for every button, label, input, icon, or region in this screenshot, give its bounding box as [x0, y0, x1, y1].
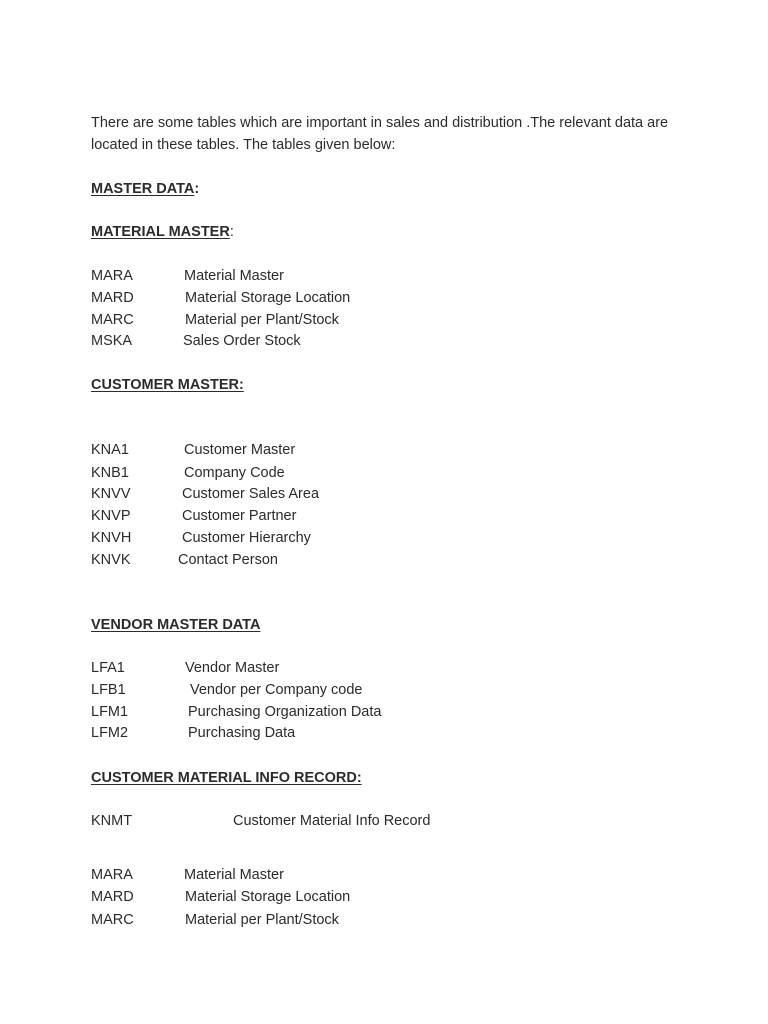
table-description: Sales Order Stock [183, 333, 301, 349]
table-row-marc [91, 310, 339, 330]
intro-paragraph: There are some tables which are important in sales and distribution .The relevant data are located in these tables. The tables given below: [91, 115, 669, 153]
heading-vendor-master-title: VENDOR MASTER DATA [91, 617, 261, 633]
table-description: Contact Person [178, 552, 278, 568]
table-row-knvh [91, 528, 311, 548]
table-description: Vendor Master [185, 660, 280, 676]
table-code: KNVK [91, 552, 131, 568]
table-code: MARC [91, 312, 134, 328]
table-description: Material Master [184, 268, 284, 284]
table-description: Purchasing Data [188, 725, 296, 741]
table-row-knmt [91, 811, 431, 831]
table-description: Company Code [184, 465, 285, 481]
table-description: Customer Master [184, 442, 296, 458]
table-code: LFA1 [91, 660, 125, 676]
table-code: KNVV [91, 486, 131, 502]
table-description: Material per Plant/Stock [185, 912, 339, 928]
heading-material-master-title: MATERIAL MASTER [91, 224, 230, 240]
table-code: KNA1 [91, 442, 129, 458]
table-code: MARD [91, 290, 134, 306]
heading-customer-material-info [91, 768, 362, 788]
table-row-mard [91, 288, 351, 308]
table-description: Vendor per Company code [190, 682, 363, 698]
table-code: LFB1 [91, 682, 126, 698]
heading-material-master [91, 222, 234, 242]
table-row-mard-repeat [91, 887, 351, 907]
table-row-lfa1 [91, 658, 280, 678]
heading-customer-master-title: CUSTOMER MASTER: [91, 377, 244, 393]
table-description: Customer Sales Area [182, 486, 320, 502]
table-code: KNB1 [91, 465, 129, 481]
table-code: MARD [91, 889, 134, 905]
table-row-kna1 [91, 440, 296, 460]
table-row-lfm1 [91, 702, 382, 722]
table-code: KNMT [91, 813, 133, 829]
table-code: KNVP [91, 508, 131, 524]
table-row-knb1 [91, 463, 285, 483]
table-description: Customer Partner [182, 508, 297, 524]
table-description: Material Storage Location [185, 889, 351, 905]
table-row-lfm2 [91, 723, 296, 743]
table-description: Customer Material Info Record [233, 813, 431, 829]
table-code: MSKA [91, 333, 133, 349]
table-description: Material Storage Location [185, 290, 351, 306]
table-code: MARA [91, 867, 133, 883]
table-row-knvp [91, 506, 297, 526]
table-row-mara-repeat [91, 865, 284, 885]
table-row-mara [91, 266, 284, 286]
table-description: Customer Hierarchy [182, 530, 311, 546]
heading-customer-master [91, 375, 244, 395]
table-code: KNVH [91, 530, 132, 546]
heading-material-master-suffix: : [229, 224, 234, 240]
table-row-mska [91, 331, 301, 351]
table-row-knvv [91, 484, 320, 504]
table-code: MARC [91, 912, 134, 928]
table-description: Purchasing Organization Data [188, 704, 382, 720]
table-row-marc-repeat [91, 910, 339, 930]
table-row-lfb1 [91, 680, 363, 700]
heading-master-data-title: MASTER DATA [91, 181, 195, 197]
table-row-knvk [91, 550, 278, 570]
heading-customer-material-info-title: CUSTOMER MATERIAL INFO RECORD: [91, 770, 362, 786]
table-code: MARA [91, 268, 133, 284]
heading-master-data-suffix: : [194, 181, 200, 197]
table-code: LFM2 [91, 725, 129, 741]
heading-vendor-master [91, 615, 260, 635]
heading-master-data [91, 179, 199, 199]
table-description: Material per Plant/Stock [185, 312, 339, 328]
table-description: Material Master [184, 867, 284, 883]
table-code: LFM1 [91, 704, 129, 720]
